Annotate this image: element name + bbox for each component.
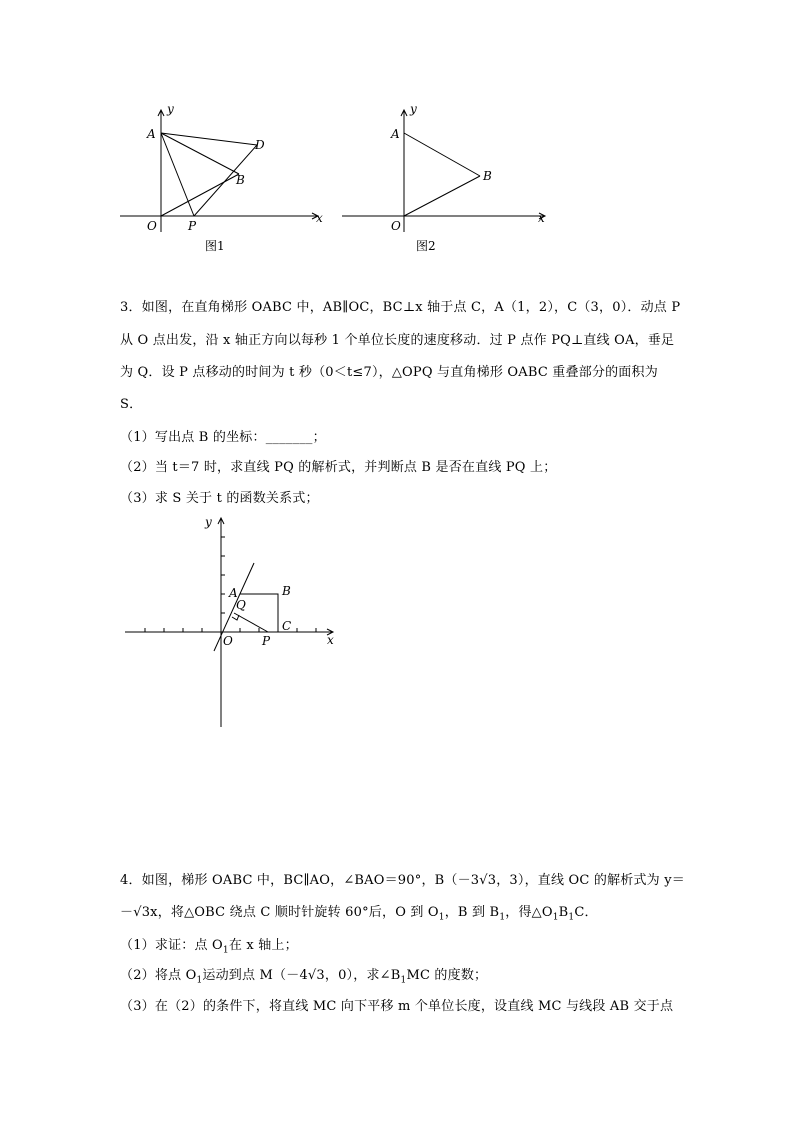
fig1-point-B: B — [236, 173, 245, 187]
q4-line-2-a: － — [120, 905, 134, 920]
q4-line-2-d: ，得△O — [505, 905, 553, 920]
figure-3-axes — [125, 518, 333, 727]
subscript: 1 — [552, 912, 559, 923]
sqrt-icon: √ — [133, 905, 142, 920]
subscript: 1 — [568, 912, 575, 923]
fig1-point-O: O — [147, 219, 157, 233]
subscript: 1 — [438, 912, 445, 923]
q3-line-2: 从 O 点出发，沿 x 轴正方向以每秒 1 个单位长度的速度移动．过 P 点作 PQ⊥直线 OA，垂足 — [120, 333, 675, 348]
q4-line-2-e: B — [558, 905, 569, 920]
subscript: 1 — [400, 975, 407, 986]
q4-line-2-c: ，B 到 B — [444, 905, 500, 920]
q3-line-1: 3．如图，在直角梯形 OABC 中，AB∥OC，BC⊥x 轴于点 C，A（1，2），C（3，0）．动点 P — [120, 300, 681, 315]
fig1-point-P: P — [188, 219, 197, 233]
q4-part-2-d: MC 的度数； — [406, 968, 488, 983]
q4-part-3: （3）在（2）的条件下，将直线 MC 向下平移 m 个单位长度，设直线 MC 与线段 AB 交于点 — [120, 999, 674, 1014]
q4-line-2-f: C． — [574, 905, 598, 920]
q4-part-1-b: 在 x 轴上； — [228, 938, 298, 953]
fig3-point-O: O — [223, 634, 233, 648]
fig3-point-Q: Q — [236, 598, 246, 612]
fig2-point-O: O — [391, 219, 401, 233]
q3-line-3: 为 Q．设 P 点移动的时间为 t 秒（0＜t≤7），△OPQ 与直角梯形 OABC 重叠部分的面积为 — [120, 365, 658, 380]
fig2-caption: 图2 — [416, 239, 436, 253]
fig1-x-label: x — [316, 211, 323, 225]
q4-line-1 — [120, 873, 685, 889]
q3-line-4: S． — [120, 397, 143, 412]
q4-part-2-c: 3，0），求∠B — [316, 968, 401, 983]
subscript: 1 — [222, 945, 229, 956]
fig2-point-A: A — [391, 127, 400, 141]
q4-part-1-a: （1）求证：点 O — [120, 938, 223, 953]
q3-part-2: （2）当 t＝7 时，求直线 PQ 的解析式，并判断点 B 是否在直线 PQ 上； — [120, 460, 557, 475]
fig2-y-label: y — [410, 102, 417, 116]
q4-line-1-a: 4．如图，梯形 OABC 中，BC∥AO，∠BAO＝90°，B（－3 — [120, 873, 480, 888]
sqrt-icon: √ — [307, 968, 317, 983]
sqrt-icon: √ — [479, 873, 488, 888]
q4-part-2-a: （2）将点 O — [120, 968, 197, 983]
fig1-point-A: A — [147, 127, 156, 141]
fig3-y-label: y — [205, 515, 212, 529]
subscript: 1 — [196, 975, 203, 986]
q4-line-2-b: 3x，将△OBC 绕点 C 顺时针旋转 60°后，O 到 O — [141, 905, 439, 920]
q4-part-2-b: 运动到点 M（－4 — [202, 968, 308, 983]
q4-part-2 — [120, 968, 487, 989]
fig1-y-label: y — [167, 102, 174, 116]
subscript: 1 — [499, 912, 506, 923]
q4-line-1-b: 3，3），直线 OC 的解析式为 y＝ — [487, 873, 685, 888]
fig3-point-P: P — [262, 634, 271, 648]
fig3-x-label: x — [327, 633, 334, 647]
fig3-point-B: B — [282, 584, 291, 598]
fig1-caption: 图1 — [205, 239, 225, 253]
q4-line-2 — [120, 905, 598, 926]
fig3-point-C: C — [282, 619, 292, 633]
q4-part-1 — [120, 938, 298, 959]
fig2-point-B: B — [483, 169, 492, 183]
q3-part-1: （1）写出点 B 的坐标：_______； — [120, 430, 326, 445]
fig2-x-label: x — [538, 211, 545, 225]
q3-part-3: （3）求 S 关于 t 的函数关系式； — [120, 491, 319, 506]
fig3-point-A: A — [229, 586, 238, 600]
fig1-point-D: D — [255, 138, 265, 152]
